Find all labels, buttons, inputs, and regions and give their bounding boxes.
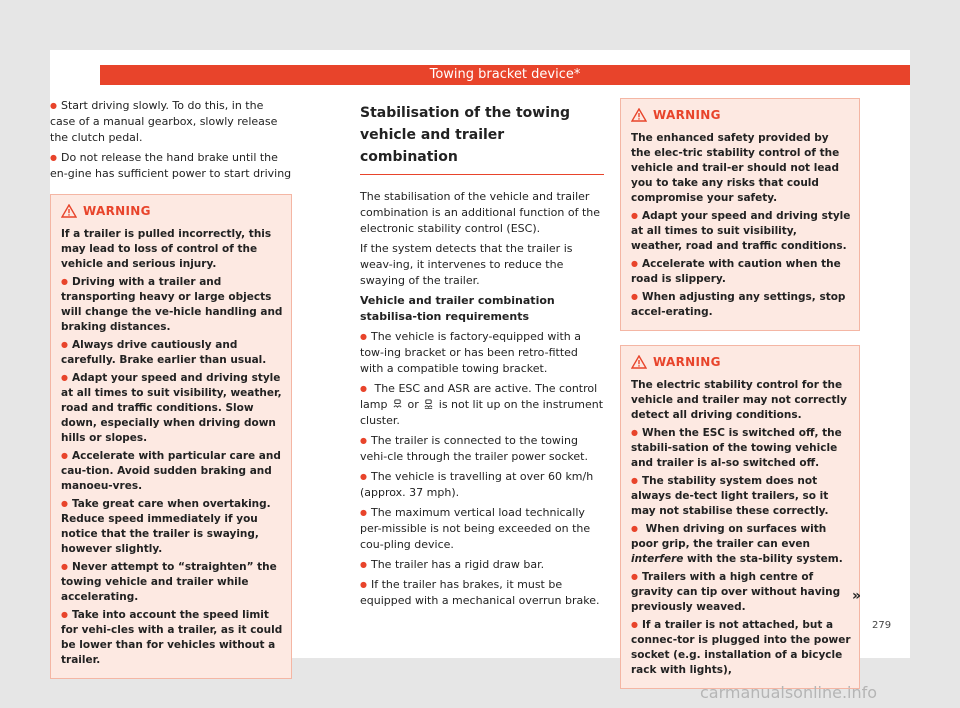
requirement-item: ● The vehicle is factory-equipped with a tow-ing bracket or has been retro-fitted with a compatible towing bracket. bbox=[360, 329, 604, 377]
page-header: Towing bracket device* bbox=[100, 65, 910, 85]
continue-marker: » bbox=[852, 588, 862, 604]
requirement-text: or bbox=[407, 398, 419, 411]
warning-item: ● When adjusting any settings, stop accel-erating. bbox=[631, 289, 851, 320]
esc-lamp-icon bbox=[393, 399, 402, 409]
warning-item: ● Adapt your speed and driving style at all times to suit visibility, weather, road and traffic conditions. bbox=[631, 208, 851, 254]
left-column bbox=[50, 98, 292, 679]
warning-item: ● When the ESC is switched off, the stabili-sation of the towing vehicle and trailer is al-so switched off. bbox=[631, 425, 851, 471]
right-column bbox=[620, 98, 860, 689]
esc-off-lamp-icon bbox=[424, 399, 433, 409]
warning-item: ● Always drive cautiously and carefully. Brake earlier than usual. bbox=[61, 337, 283, 368]
warning-header bbox=[631, 354, 851, 370]
requirement-text: The ESC and ASR are active. The control lamp bbox=[360, 382, 598, 411]
warning-title: WARNING bbox=[653, 108, 721, 122]
warning-item: ● Take into account the speed limit for vehi-cles with a trailer, as it could be lower than for vehicles without a trailer. bbox=[61, 607, 283, 668]
section-title: Stabilisation of the towing vehicle and trailer combination bbox=[360, 98, 604, 175]
warning-item: ● Never attempt to “straighten” the towing vehicle and trailer while accelerating. bbox=[61, 559, 283, 605]
requirement-item bbox=[360, 381, 604, 429]
requirement-item: ● The trailer is connected to the towing vehi-cle through the trailer power socket. bbox=[360, 433, 604, 465]
left-bullet-2: ● Do not release the hand brake until the en-gine has sufficient power to start driving bbox=[50, 150, 292, 182]
warning-intro: The electric stability control for the vehicle and trailer may not correctly detect all driving conditions. bbox=[631, 379, 847, 421]
page-number: 279 bbox=[872, 620, 892, 631]
warning-item: ● Accelerate with caution when the road is slippery. bbox=[631, 256, 851, 287]
requirements-heading: Vehicle and trailer combination stabilisa-tion requirements bbox=[360, 294, 555, 323]
warning-title: WARNING bbox=[653, 355, 721, 369]
warning-box-left bbox=[50, 194, 292, 679]
warning-triangle-icon bbox=[61, 204, 77, 218]
warning-intro: If a trailer is pulled incorrectly, this may lead to loss of control of the vehicle and serious injury. bbox=[61, 228, 272, 270]
manual-page bbox=[50, 50, 910, 676]
warning-item: ● Take great care when overtaking. Reduce speed immediately if you notice that the trailer is swaying, however slightly. bbox=[61, 496, 283, 557]
warning-box-right-1 bbox=[620, 98, 860, 331]
watermark: carmanualsonline.info bbox=[700, 683, 878, 702]
warning-item: ● Accelerate with particular care and cau-tion. Avoid sudden braking and manoeu-vres. bbox=[61, 448, 283, 494]
requirement-item: ● The vehicle is travelling at over 60 km/h (approx. 37 mph). bbox=[360, 469, 604, 501]
paragraph: The stabilisation of the vehicle and trailer combination is an additional function of the electronic stability control (ESC). bbox=[360, 190, 601, 235]
warning-header bbox=[631, 107, 851, 123]
warning-header bbox=[61, 203, 283, 219]
requirement-item: ● If the trailer has brakes, it must be equipped with a mechanical overrun brake. bbox=[360, 577, 604, 609]
warning-item: ● Trailers with a high centre of gravity can tip over without having previously weaved. bbox=[631, 569, 851, 615]
warning-item bbox=[631, 521, 851, 567]
warning-triangle-icon bbox=[631, 108, 647, 122]
requirement-item: ● The trailer has a rigid draw bar. bbox=[360, 557, 604, 573]
warning-item: ● The stability system does not always de-tect light trailers, so it may not stabilise these correctly. bbox=[631, 473, 851, 519]
warning-item-text: When driving on surfaces with poor grip, the trailer can even bbox=[631, 523, 827, 550]
warning-item: ● If a trailer is not attached, but a connec-tor is plugged into the power socket (e.g. installation of a bicycle rack with lights), bbox=[631, 617, 851, 678]
requirement-text: is not lit up on the instrument cluster. bbox=[360, 398, 604, 427]
warning-triangle-icon bbox=[631, 355, 647, 369]
requirement-item: ● The maximum vertical load technically per-missible is not being exceeded on the cou-pling device. bbox=[360, 505, 604, 553]
warning-box-right-2 bbox=[620, 345, 860, 689]
warning-item-emphasis: interfere bbox=[631, 553, 684, 565]
warning-title: WARNING bbox=[83, 204, 151, 218]
warning-item: ● Driving with a trailer and transporting heavy or large objects will change the ve-hicle handling and braking distances. bbox=[61, 274, 283, 335]
warning-item-text: with the sta-bility system. bbox=[687, 553, 843, 565]
middle-column bbox=[360, 98, 604, 613]
warning-item: ● Adapt your speed and driving style at all times to suit visibility, weather, road and traffic conditions. Slow down, especially when driving down hills or slopes. bbox=[61, 370, 283, 446]
left-bullet-1: ● Start driving slowly. To do this, in the case of a manual gearbox, slowly release the clutch pedal. bbox=[50, 98, 292, 146]
warning-intro: The enhanced safety provided by the elec-tric stability control of the vehicle and trail-er should not lead you to take any risks that could compromise your safety. bbox=[631, 132, 840, 204]
paragraph: If the system detects that the trailer is weav-ing, it intervenes to reduce the swaying of the trailer. bbox=[360, 242, 573, 287]
